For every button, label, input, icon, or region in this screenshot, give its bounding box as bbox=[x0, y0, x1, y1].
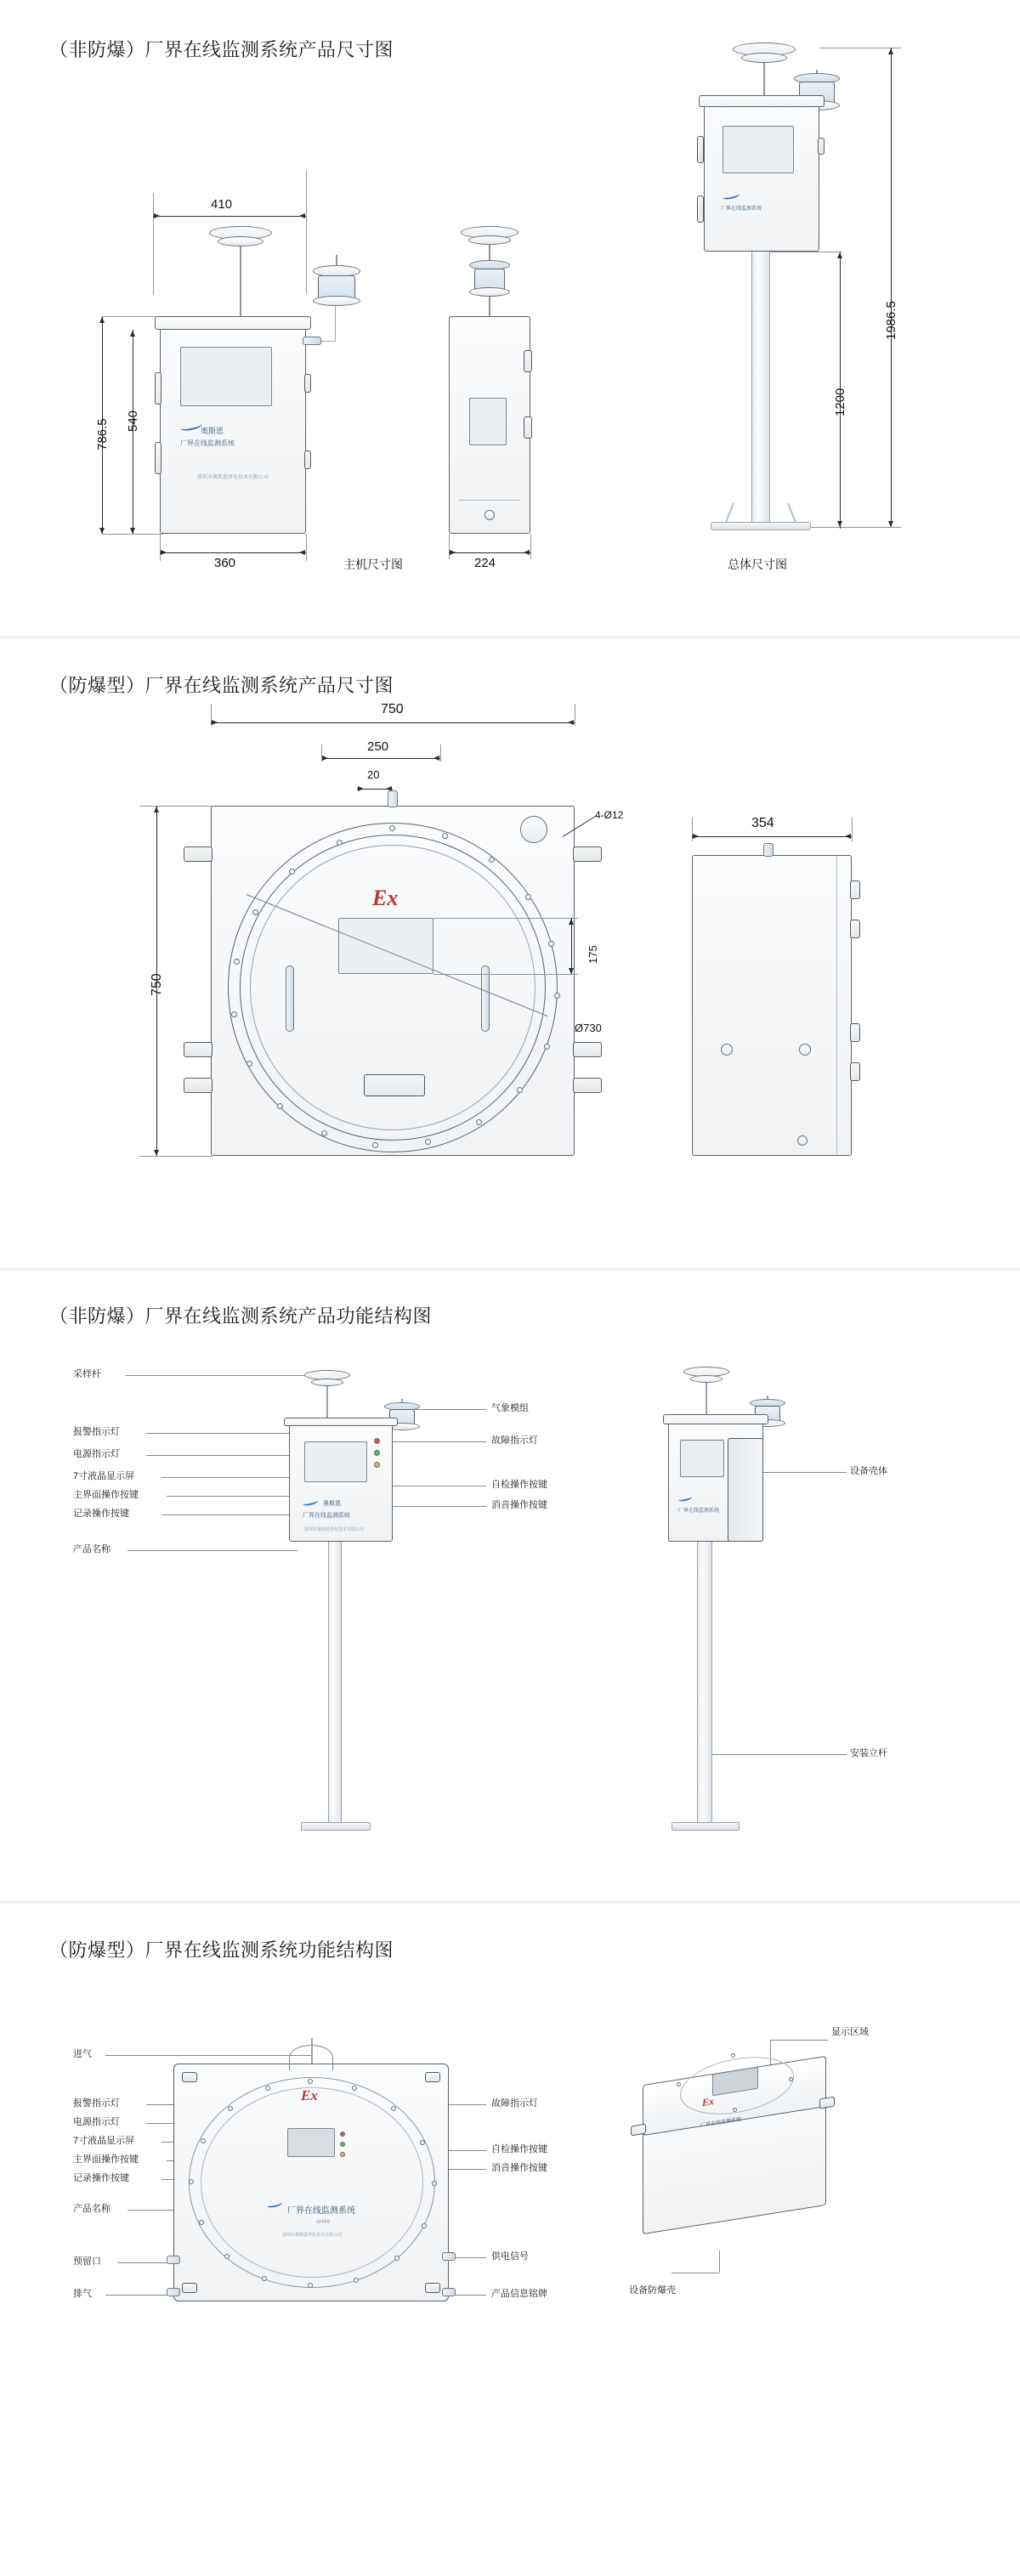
caption-overall: 总体尺寸图 bbox=[728, 558, 787, 571]
dim-arrow bbox=[837, 521, 842, 527]
flange-bolt bbox=[352, 2086, 357, 2091]
door-handle-right bbox=[481, 965, 490, 1032]
mount-bracket bbox=[184, 846, 212, 862]
callout-exhaust: 排气 bbox=[73, 2289, 92, 2299]
flange-bolt-3d bbox=[789, 2077, 793, 2081]
ext-line bbox=[102, 316, 156, 317]
mount-bracket-3d bbox=[819, 2097, 835, 2109]
dim-line-250 bbox=[321, 758, 440, 759]
flange-bolt bbox=[189, 2179, 194, 2184]
side-bracket bbox=[850, 920, 860, 938]
leader-line bbox=[162, 1477, 291, 1478]
assembly-latch bbox=[818, 138, 824, 155]
mount-bracket bbox=[425, 2283, 440, 2293]
dim-line-354 bbox=[692, 836, 852, 837]
leader-line bbox=[128, 1550, 298, 1551]
ext-line bbox=[102, 534, 163, 535]
flange-bolt bbox=[554, 993, 560, 999]
side-bracket bbox=[850, 1023, 860, 1042]
alarm-indicator-light bbox=[374, 1438, 380, 1444]
mount-bracket bbox=[573, 1078, 602, 1093]
callout-mute-key: 消音操作按键 bbox=[491, 2163, 547, 2173]
ex-device-title: 厂界在线监测系统 bbox=[287, 2206, 355, 2216]
callout-record-key: 记录操作按键 bbox=[73, 2173, 129, 2183]
ex-mark: Ex bbox=[301, 2087, 318, 2103]
rod-disc-2 bbox=[690, 1375, 722, 1383]
mount-bracket bbox=[182, 2283, 197, 2293]
dim-line-175 bbox=[571, 918, 572, 974]
flange-bolt-3d bbox=[733, 2108, 737, 2112]
mount-bracket bbox=[184, 1042, 212, 1057]
weather-sensor-side-base bbox=[469, 287, 510, 297]
flange-bolt bbox=[265, 2086, 270, 2091]
leader-line bbox=[117, 2262, 173, 2263]
ext-line bbox=[434, 974, 578, 975]
nameplate-small: 深圳市奥斯恩净化技术有限公司 bbox=[197, 475, 269, 480]
power-indicator-light bbox=[374, 1450, 380, 1456]
cabinet-side-face bbox=[728, 1438, 763, 1542]
callout-lcd: 7寸液晶显示屏 bbox=[73, 2136, 135, 2146]
assembly-hinge bbox=[697, 136, 704, 163]
ex-door-ring bbox=[201, 2087, 423, 2278]
reserved-port bbox=[167, 2256, 180, 2264]
assembly-cabinet-top bbox=[699, 95, 824, 107]
side-port bbox=[799, 1044, 811, 1056]
dim-arrow bbox=[130, 528, 135, 534]
dim-arrow bbox=[161, 550, 167, 555]
flange-bolt bbox=[337, 840, 343, 846]
ex-device-subtitle: AHK6 bbox=[316, 2220, 330, 2225]
leader-line-v bbox=[719, 2250, 720, 2273]
section-title: （防爆型）厂界在线监测系统产品尺寸图 bbox=[49, 675, 394, 696]
info-plate bbox=[364, 1074, 425, 1096]
callout-fault-light: 故障指示灯 bbox=[491, 2098, 538, 2109]
dim-arrow bbox=[154, 1150, 159, 1156]
flange-bolt bbox=[394, 2256, 400, 2261]
mount-bracket bbox=[425, 2072, 440, 2082]
dim-arrow bbox=[299, 550, 305, 555]
ext-line bbox=[160, 534, 161, 561]
ext-line bbox=[321, 744, 322, 761]
pole-base-3d bbox=[672, 1822, 740, 1831]
ext-line bbox=[153, 194, 154, 294]
dim-arrow bbox=[299, 213, 305, 218]
dim-arrow bbox=[569, 919, 574, 925]
ext-line bbox=[139, 806, 212, 807]
flange-bolt bbox=[517, 1087, 523, 1093]
inlet-tube bbox=[311, 2038, 313, 2064]
mount-bracket bbox=[182, 2072, 197, 2082]
flange-bolt-3d bbox=[677, 2082, 681, 2086]
ext-line bbox=[306, 170, 307, 294]
flange-bolt bbox=[389, 825, 395, 831]
info-plate-port bbox=[442, 2288, 456, 2296]
dimension-4-d12: 4-Ø12 bbox=[595, 809, 624, 821]
device-lcd bbox=[304, 1441, 367, 1482]
section-nonexplosion-structure bbox=[0, 1271, 1020, 1900]
ext-line bbox=[139, 1156, 212, 1157]
alarm-indicator-light bbox=[340, 2132, 345, 2137]
callout-selfcheck-key: 自检操作按键 bbox=[491, 1480, 547, 1490]
callout-fault-light: 故障指示灯 bbox=[491, 1435, 538, 1446]
ex-mark-3d: Ex bbox=[702, 2094, 715, 2109]
flange-bolt bbox=[372, 1142, 378, 1148]
callout-power-light: 电源指示灯 bbox=[73, 2117, 120, 2127]
dim-arrow bbox=[322, 756, 328, 761]
caption-main-unit: 主机尺寸图 bbox=[343, 558, 403, 571]
exhaust-port bbox=[167, 2288, 180, 2296]
lcd-screen bbox=[180, 347, 272, 406]
section-title: （非防爆）厂界在线监测系统产品功能结构图 bbox=[49, 1305, 433, 1327]
side-seam bbox=[836, 857, 837, 1154]
brand-text: 奥斯恩 bbox=[201, 427, 224, 435]
ex-device-3d-title: 厂界在线监测系统 bbox=[700, 2117, 742, 2129]
side-port bbox=[721, 1044, 733, 1056]
dim-arrow bbox=[888, 48, 893, 54]
flange-bolt-3d bbox=[731, 2053, 735, 2058]
flange-bolt bbox=[548, 941, 554, 947]
leader-line bbox=[162, 1514, 294, 1515]
callout-selfcheck-key: 自检操作按键 bbox=[491, 2144, 547, 2154]
dim-arrow bbox=[450, 550, 456, 555]
mounting-pole bbox=[751, 252, 770, 522]
hinge-left-2 bbox=[155, 442, 162, 474]
fault-indicator-light bbox=[340, 2152, 345, 2157]
callout-info-plate: 产品信息铭牌 bbox=[491, 2289, 547, 2299]
mount-bracket bbox=[573, 846, 602, 862]
weather-sensor-base bbox=[313, 296, 360, 306]
dimension-540: 540 bbox=[126, 410, 140, 432]
ext-line bbox=[811, 527, 901, 528]
display-window bbox=[338, 918, 434, 974]
device-lcd-3d bbox=[680, 1440, 724, 1477]
callout-air-inlet: 进气 bbox=[73, 2049, 92, 2059]
flange-bolt bbox=[308, 2283, 313, 2288]
flange-bolt bbox=[489, 857, 495, 863]
round-port bbox=[520, 816, 547, 843]
dim-arrow bbox=[434, 756, 439, 761]
side-inlet-port bbox=[763, 843, 774, 857]
flange-bolt bbox=[289, 869, 295, 875]
callout-power-signal: 供电信号 bbox=[491, 2251, 529, 2262]
assembly-lcd bbox=[722, 126, 794, 173]
leader-line bbox=[770, 2040, 828, 2041]
leader-line bbox=[413, 1409, 486, 1410]
side-hinge-2 bbox=[524, 416, 532, 439]
device-name-plate: 厂界在线监测系统 bbox=[180, 439, 235, 447]
flange-bolt bbox=[277, 1103, 283, 1109]
latch-right-2 bbox=[304, 450, 311, 469]
callout-weather-module: 气象模组 bbox=[491, 1403, 529, 1413]
callout-mounting-pole: 安装立杆 bbox=[850, 1748, 887, 1758]
flange-bolt bbox=[234, 959, 240, 965]
ext-line bbox=[306, 534, 307, 561]
cabinet-top-cover bbox=[155, 316, 311, 330]
section-nonexplosion-dimensions bbox=[0, 0, 1020, 646]
dim-arrow bbox=[569, 968, 574, 974]
dim-arrow bbox=[212, 720, 218, 725]
callout-product-name: 产品名称 bbox=[73, 1544, 110, 1554]
callout-power-light: 电源指示灯 bbox=[73, 1449, 120, 1459]
cable bbox=[321, 341, 335, 342]
callout-sampling-rod: 采样杆 bbox=[73, 1369, 101, 1379]
callout-alarm-light: 报警指示灯 bbox=[73, 2098, 120, 2109]
ext-line bbox=[449, 534, 450, 559]
dimension-750-left: 750 bbox=[150, 973, 164, 996]
callout-display-area: 显示区域 bbox=[831, 2027, 869, 2037]
leader-line bbox=[105, 2295, 173, 2296]
section-title: （非防爆）厂界在线监测系统产品尺寸图 bbox=[49, 39, 394, 60]
inlet-port bbox=[388, 790, 398, 807]
flange-bolt bbox=[224, 2254, 230, 2259]
base-gusset bbox=[725, 503, 734, 523]
device-nameplate: 深圳市奥斯恩净化技术有限公司 bbox=[304, 1527, 365, 1532]
flange-bolt bbox=[544, 1044, 550, 1050]
dimension-360: 360 bbox=[214, 556, 236, 570]
rain-shield-disc-2 bbox=[218, 236, 264, 246]
flange-bolt bbox=[354, 2278, 359, 2283]
dim-arrow bbox=[845, 834, 851, 839]
callout-mute-key: 消音操作按键 bbox=[491, 1500, 547, 1510]
cable-vertical bbox=[335, 306, 336, 342]
dimension-175: 175 bbox=[586, 945, 599, 964]
flange-bolt bbox=[420, 2140, 425, 2145]
dim-arrow bbox=[99, 317, 105, 323]
flange-bolt bbox=[262, 2276, 267, 2281]
flange-bolt bbox=[308, 2079, 313, 2084]
pole-base bbox=[301, 1822, 371, 1831]
mounting-pole bbox=[328, 1542, 342, 1827]
dim-arrow bbox=[837, 252, 842, 258]
dim-arrow bbox=[568, 720, 574, 725]
device-title: 厂界在线监测系统 bbox=[303, 1513, 350, 1519]
callout-main-key: 主界面操作按键 bbox=[73, 2154, 139, 2165]
callout-main-key: 主界面操作按键 bbox=[73, 1490, 139, 1500]
dimension-410: 410 bbox=[211, 197, 233, 212]
dim-arrow bbox=[154, 213, 160, 218]
dim-line-410 bbox=[153, 216, 306, 217]
latch-right bbox=[304, 374, 311, 393]
leader-line bbox=[697, 1754, 847, 1755]
dim-line-224 bbox=[449, 552, 530, 553]
dim-arrow bbox=[693, 834, 699, 839]
pole-base-plate bbox=[711, 522, 811, 530]
dimension-354: 354 bbox=[751, 816, 774, 830]
callout-record-key: 记录操作按键 bbox=[73, 1509, 129, 1519]
flange-bolt bbox=[425, 1139, 431, 1145]
dim-arrow bbox=[130, 331, 135, 337]
rain-shield-disc-side-2 bbox=[468, 235, 511, 245]
flange-bolt bbox=[321, 1130, 327, 1136]
dimension-786-5: 786.5 bbox=[95, 418, 110, 450]
mount-bracket bbox=[573, 1042, 602, 1057]
power-signal-port bbox=[442, 2252, 456, 2261]
ext-line bbox=[434, 918, 578, 919]
dim-arrow bbox=[99, 528, 105, 534]
callout-lcd: 7寸液晶显示屏 bbox=[73, 1471, 135, 1481]
ex-device-subtitle2: 深圳市奥斯恩净化技术有限公司 bbox=[282, 2233, 343, 2238]
ext-line bbox=[852, 818, 853, 841]
side-seam bbox=[459, 500, 520, 501]
leader-line bbox=[393, 1441, 486, 1442]
side-port-bottom bbox=[797, 1135, 808, 1146]
flange-bolt bbox=[246, 1061, 252, 1067]
leader-line bbox=[126, 1375, 316, 1376]
hinge-left bbox=[155, 372, 162, 405]
callout-housing: 设备壳体 bbox=[850, 1466, 887, 1476]
leader-line bbox=[146, 1433, 289, 1434]
ex-display-window bbox=[287, 2128, 335, 2157]
flange-bolt bbox=[252, 909, 258, 915]
assembly-disc-2 bbox=[741, 53, 787, 63]
section-title: （防爆型）厂界在线监测系统功能结构图 bbox=[49, 1939, 394, 1961]
dim-line-360 bbox=[160, 552, 306, 553]
callout-ex-housing: 设备防爆壳 bbox=[629, 2285, 676, 2296]
ex-cabinet-side bbox=[692, 855, 852, 1156]
section-explosionproof-structure bbox=[0, 1904, 1020, 2576]
power-indicator-light bbox=[340, 2142, 345, 2147]
leader-line bbox=[167, 1496, 292, 1497]
side-panel-window bbox=[469, 398, 507, 445]
device-title-3d: 厂界在线监测系统 bbox=[678, 1509, 720, 1514]
dim-arrow bbox=[524, 550, 530, 555]
ext-line bbox=[530, 534, 531, 559]
flange-bolt bbox=[199, 2220, 204, 2225]
dimension-750-top: 750 bbox=[381, 702, 404, 716]
dimension-d730: Ø730 bbox=[575, 1022, 602, 1034]
dimension-250: 250 bbox=[367, 739, 389, 754]
rod-disc-2 bbox=[311, 1379, 343, 1386]
dim-line-1986-5 bbox=[891, 48, 892, 527]
leader-line bbox=[105, 2055, 311, 2056]
side-bracket bbox=[850, 880, 860, 899]
callout-alarm-light: 报警指示灯 bbox=[73, 1427, 120, 1437]
dim-line-750-top bbox=[211, 722, 575, 723]
assembly-nameplate: 厂界在线监测系统 bbox=[721, 207, 762, 212]
flange-bolt bbox=[442, 833, 448, 839]
device-cabinet-top bbox=[284, 1418, 398, 1426]
fault-indicator-light bbox=[374, 1462, 380, 1468]
dim-arrow bbox=[358, 786, 364, 791]
flange-bolt bbox=[391, 2106, 396, 2111]
side-hinge bbox=[524, 350, 532, 372]
side-vent bbox=[484, 510, 495, 520]
cabinet-top-3d bbox=[663, 1414, 768, 1424]
door-handle-left bbox=[286, 965, 294, 1032]
side-bracket bbox=[850, 1062, 860, 1081]
flange-bolt bbox=[228, 2106, 233, 2111]
dimension-20: 20 bbox=[367, 768, 380, 781]
base-gusset-2 bbox=[787, 503, 796, 523]
flange-bolt bbox=[422, 2223, 427, 2228]
flange-bolt bbox=[476, 1119, 482, 1125]
connector-port bbox=[303, 337, 321, 345]
leader-line bbox=[146, 1455, 289, 1456]
callout-product-name: 产品名称 bbox=[73, 2204, 110, 2214]
assembly-cabinet bbox=[704, 102, 819, 252]
dim-arrow bbox=[888, 521, 893, 527]
leader-line bbox=[393, 1506, 486, 1507]
mounting-pole-3d bbox=[697, 1542, 712, 1827]
ex-mark: Ex bbox=[372, 886, 399, 910]
dimension-1986-5: 1986.5 bbox=[884, 301, 898, 340]
flange-bolt bbox=[432, 2181, 437, 2186]
ext-line bbox=[440, 744, 441, 761]
flange-bolt bbox=[525, 894, 531, 900]
flange-bolt bbox=[231, 1011, 237, 1017]
dimension-224: 224 bbox=[474, 556, 496, 570]
callout-reserved-port: 预留口 bbox=[73, 2256, 101, 2267]
flange-bolt bbox=[201, 2138, 206, 2143]
dimension-1200: 1200 bbox=[833, 388, 847, 416]
section-explosionproof-dimensions bbox=[0, 639, 1020, 1268]
assembly-hinge-2 bbox=[697, 195, 704, 223]
brand-text: 奥斯恩 bbox=[323, 1501, 341, 1507]
mount-bracket bbox=[184, 1078, 212, 1093]
dim-arrow bbox=[154, 807, 159, 812]
